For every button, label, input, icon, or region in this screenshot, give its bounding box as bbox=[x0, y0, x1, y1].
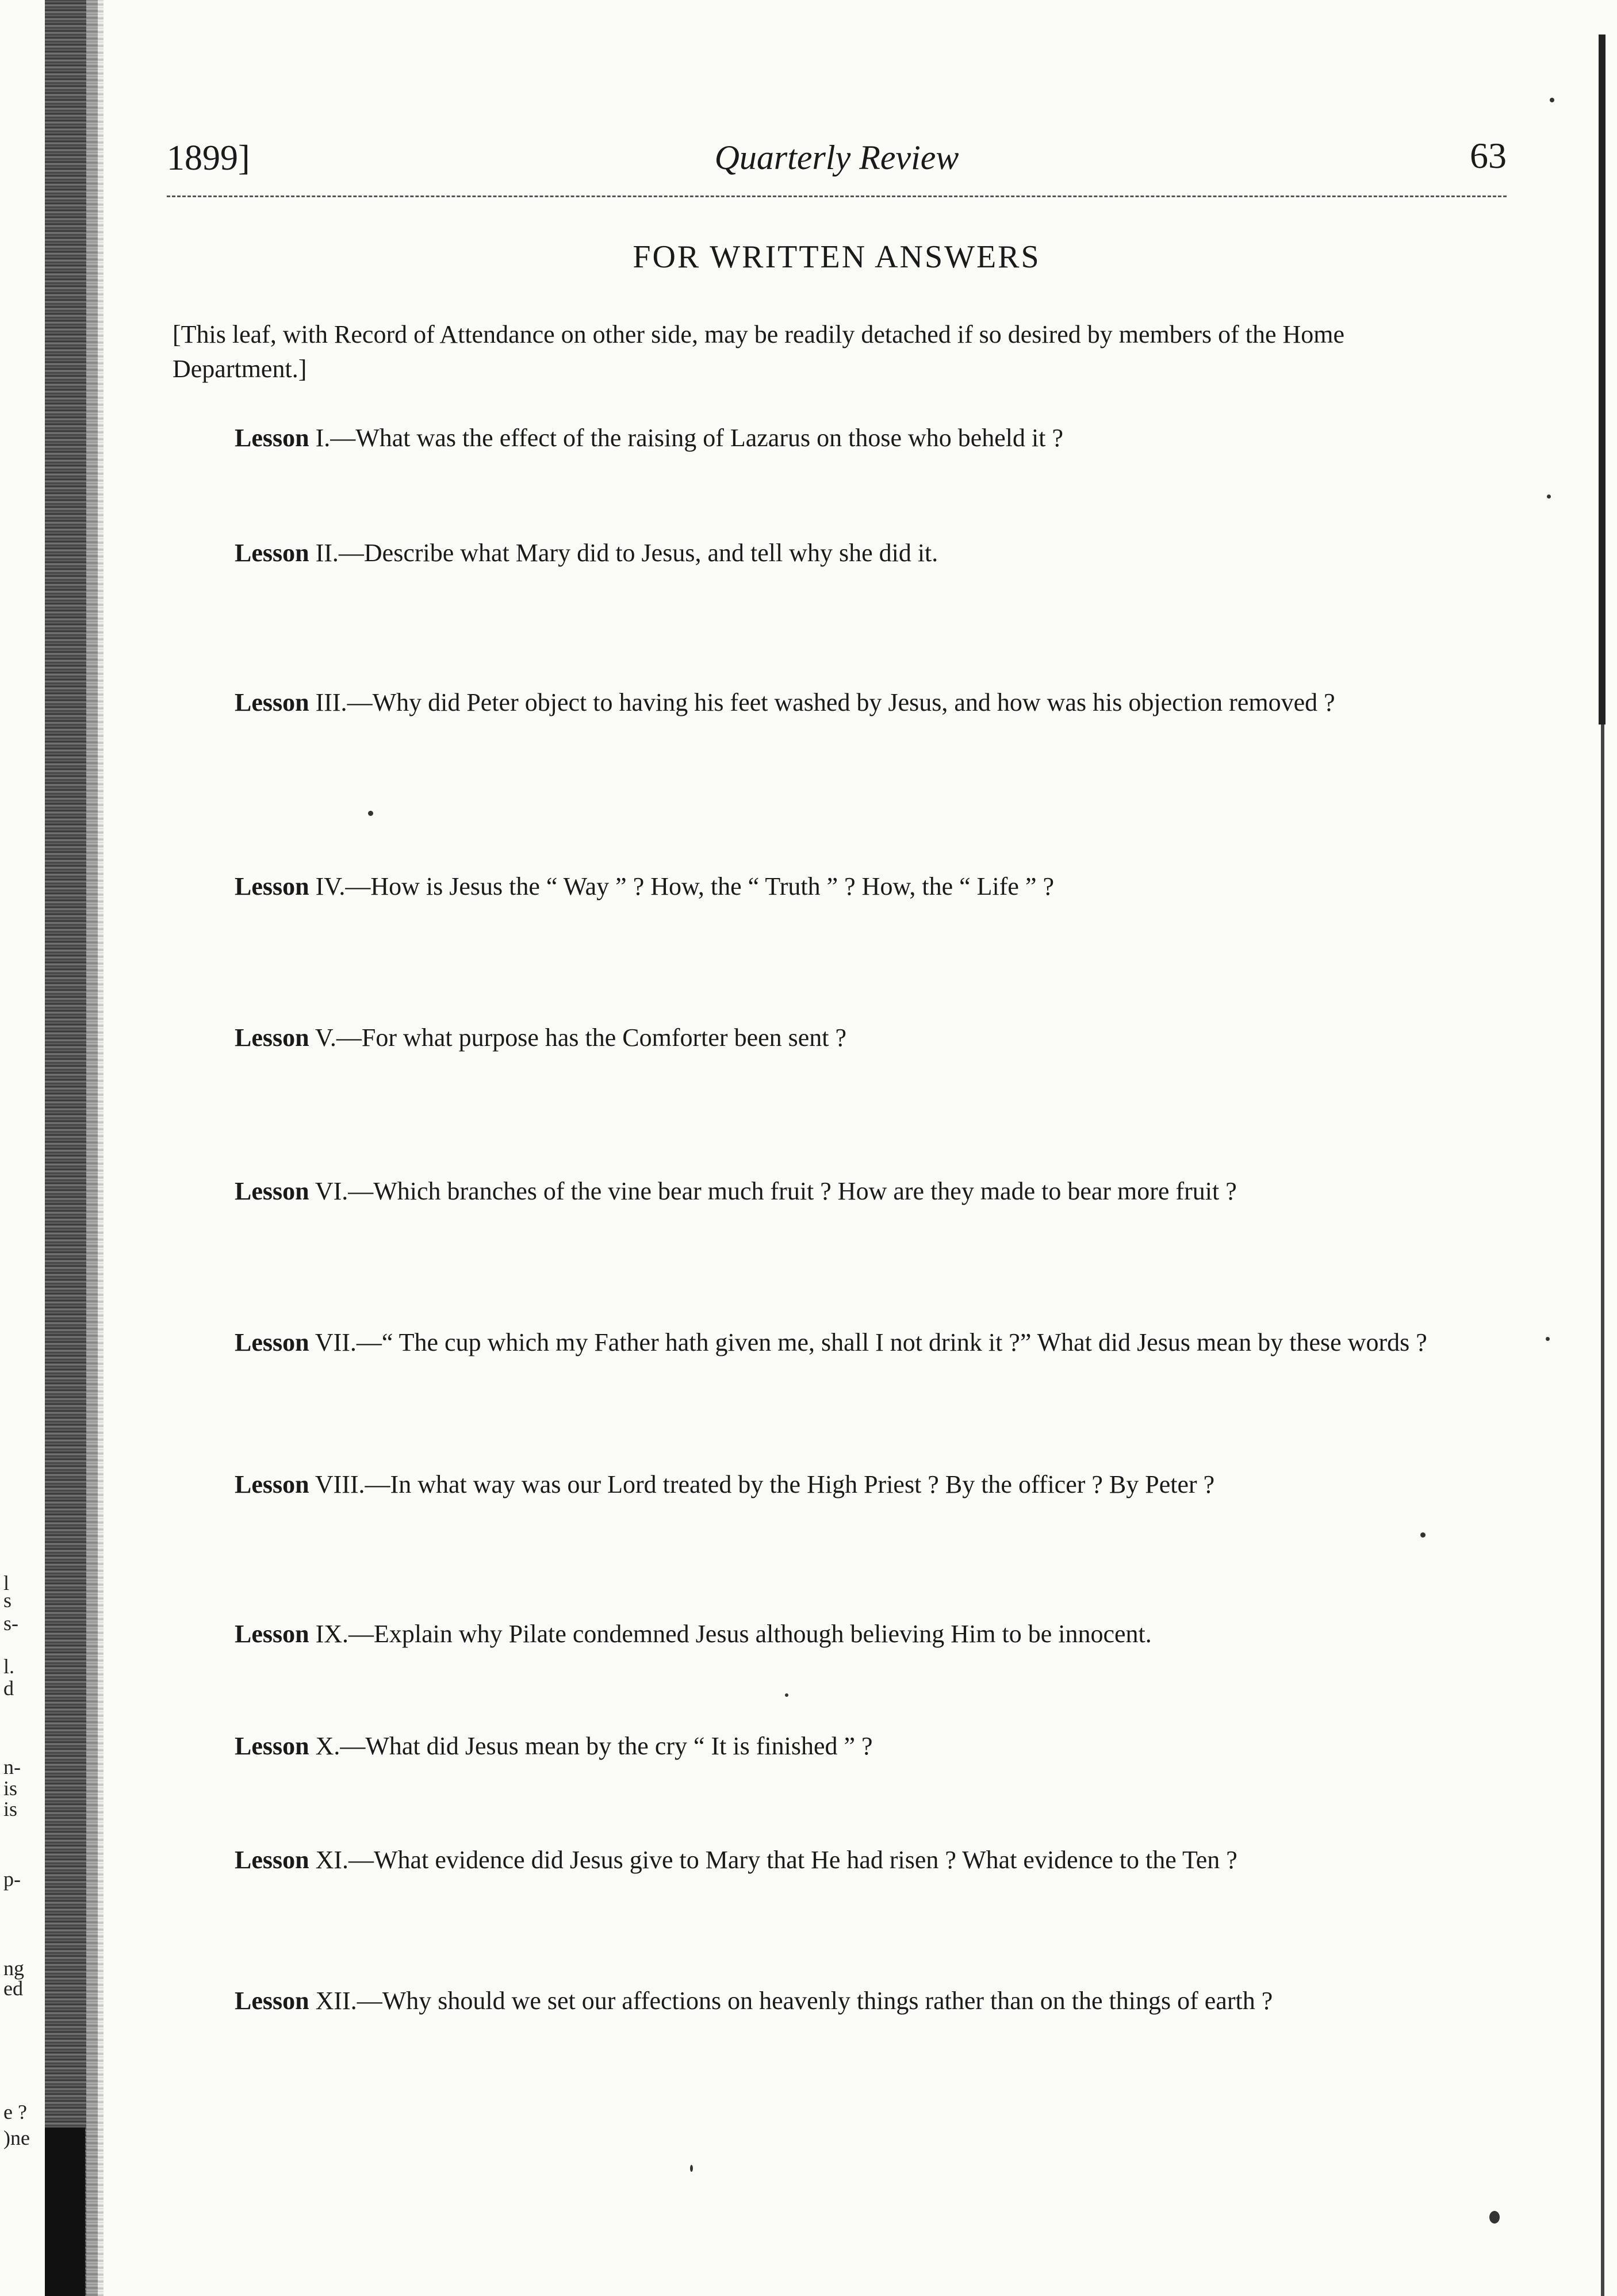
right-edge-shadow bbox=[1599, 35, 1605, 725]
margin-fragment: l bbox=[3, 1571, 10, 1594]
margin-fragment: e ? bbox=[3, 2100, 27, 2123]
margin-fragment: is bbox=[3, 1797, 18, 1820]
running-head-title: Quarterly Review bbox=[714, 139, 959, 177]
lesson-question bbox=[167, 1845, 1484, 1876]
lesson-text: —What evidence did Jesus give to Mary that He had risen ? What evidence to the Ten ? bbox=[348, 1846, 1237, 1874]
page-number: 63 bbox=[1470, 135, 1507, 176]
lesson-question bbox=[167, 1176, 1484, 1207]
lesson-text: —Why should we set our affections on heavenly things rather than on the things of earth ? bbox=[357, 1987, 1273, 2015]
gutter-edge bbox=[86, 0, 104, 2296]
lesson-question bbox=[167, 1327, 1484, 1358]
lesson-number: VIII. bbox=[315, 1470, 365, 1498]
lesson-label: Lesson bbox=[235, 1177, 309, 1205]
lesson-number: X. bbox=[315, 1732, 340, 1760]
lesson-number: IV. bbox=[315, 872, 346, 900]
lesson-text: —Which branches of the vine bear much fruit ? How are they made to bear more fruit ? bbox=[348, 1177, 1237, 1205]
scan-speck bbox=[368, 811, 373, 816]
lesson-question bbox=[167, 1469, 1484, 1500]
lesson-text: —What did Jesus mean by the cry “ It is finished ” ? bbox=[340, 1732, 873, 1760]
lesson-number: III. bbox=[315, 688, 347, 716]
lesson-number: IX. bbox=[315, 1620, 349, 1648]
lesson-question bbox=[167, 1985, 1484, 2017]
lesson-text: —What was the effect of the raising of Lazarus on those who beheld it ? bbox=[330, 424, 1064, 452]
running-head-rule bbox=[167, 196, 1507, 197]
lesson-question bbox=[167, 538, 1484, 569]
lesson-label: Lesson bbox=[235, 1732, 309, 1760]
lesson-question bbox=[167, 423, 1484, 454]
lesson-number: XII. bbox=[315, 1987, 357, 2015]
scan-speck bbox=[1489, 2211, 1500, 2224]
lesson-number: II. bbox=[315, 539, 339, 567]
lesson-question bbox=[167, 1619, 1484, 1650]
lesson-label: Lesson bbox=[235, 539, 309, 567]
margin-fragment: p- bbox=[3, 1868, 21, 1891]
lesson-question bbox=[167, 687, 1484, 718]
margin-fragment: ng bbox=[3, 1957, 24, 1980]
scan-speck bbox=[1546, 1337, 1550, 1341]
lesson-text: —How is Jesus the “ Way ” ? How, the “ Truth ” ? How, the “ Life ” ? bbox=[345, 872, 1055, 900]
lesson-label: Lesson bbox=[235, 1470, 309, 1498]
lesson-text: —Explain why Pilate condemned Jesus although believing Him to be innocent. bbox=[348, 1620, 1152, 1648]
lesson-label: Lesson bbox=[235, 1620, 309, 1648]
scan-speck bbox=[690, 2165, 693, 2172]
lesson-text: —Describe what Mary did to Jesus, and tell why she did it. bbox=[338, 539, 938, 567]
running-head bbox=[167, 135, 1507, 190]
lesson-question bbox=[167, 871, 1484, 902]
lesson-label: Lesson bbox=[235, 424, 309, 452]
section-heading: FOR WRITTEN ANSWERS bbox=[633, 239, 1041, 275]
lesson-text: —In what way was our Lord treated by the High Priest ? By the officer ? By Peter ? bbox=[365, 1470, 1215, 1498]
lesson-number: VI. bbox=[315, 1177, 348, 1205]
lesson-number: V. bbox=[315, 1024, 336, 1052]
margin-fragment: n- bbox=[3, 1755, 21, 1778]
scan-speck bbox=[785, 1693, 788, 1697]
gutter-shadow bbox=[45, 2128, 85, 2296]
scan-speck bbox=[1420, 1532, 1426, 1538]
lesson-text: —For what purpose has the Comforter been sent ? bbox=[336, 1024, 847, 1052]
scan-speck bbox=[1547, 495, 1551, 499]
lesson-number: I. bbox=[315, 424, 331, 452]
margin-fragment: ed bbox=[3, 1977, 23, 2000]
margin-fragment: is bbox=[3, 1777, 18, 1800]
lesson-label: Lesson bbox=[235, 872, 309, 900]
margin-fragment: l. bbox=[3, 1655, 15, 1678]
margin-fragment: d bbox=[3, 1677, 14, 1700]
margin-fragment: )ne bbox=[3, 2126, 30, 2149]
lesson-question bbox=[167, 1731, 1484, 1762]
lesson-label: Lesson bbox=[235, 1024, 309, 1052]
lesson-number: XI. bbox=[315, 1846, 349, 1874]
right-edge-shadow-lower bbox=[1601, 725, 1604, 2296]
scan-speck bbox=[1550, 98, 1554, 102]
detach-note: [This leaf, with Record of Attendance on other side, may be readily detached if so desired by members of the Home Department.] bbox=[173, 320, 1345, 383]
margin-fragment: s- bbox=[3, 1612, 18, 1635]
lesson-label: Lesson bbox=[235, 1987, 309, 2015]
lesson-question bbox=[167, 1022, 1484, 1053]
lesson-label: Lesson bbox=[235, 688, 309, 716]
lesson-number: VII. bbox=[315, 1328, 357, 1356]
running-head-year: 1899] bbox=[167, 139, 250, 178]
lesson-text: —“ The cup which my Father hath given me, shall I not drink it ?” What did Jesus mean by these words ? bbox=[356, 1328, 1427, 1356]
lesson-label: Lesson bbox=[235, 1328, 309, 1356]
margin-fragment: s bbox=[3, 1589, 12, 1612]
lesson-text: —Why did Peter object to having his feet washed by Jesus, and how was his objection removed ? bbox=[347, 688, 1335, 716]
lesson-label: Lesson bbox=[235, 1846, 309, 1874]
